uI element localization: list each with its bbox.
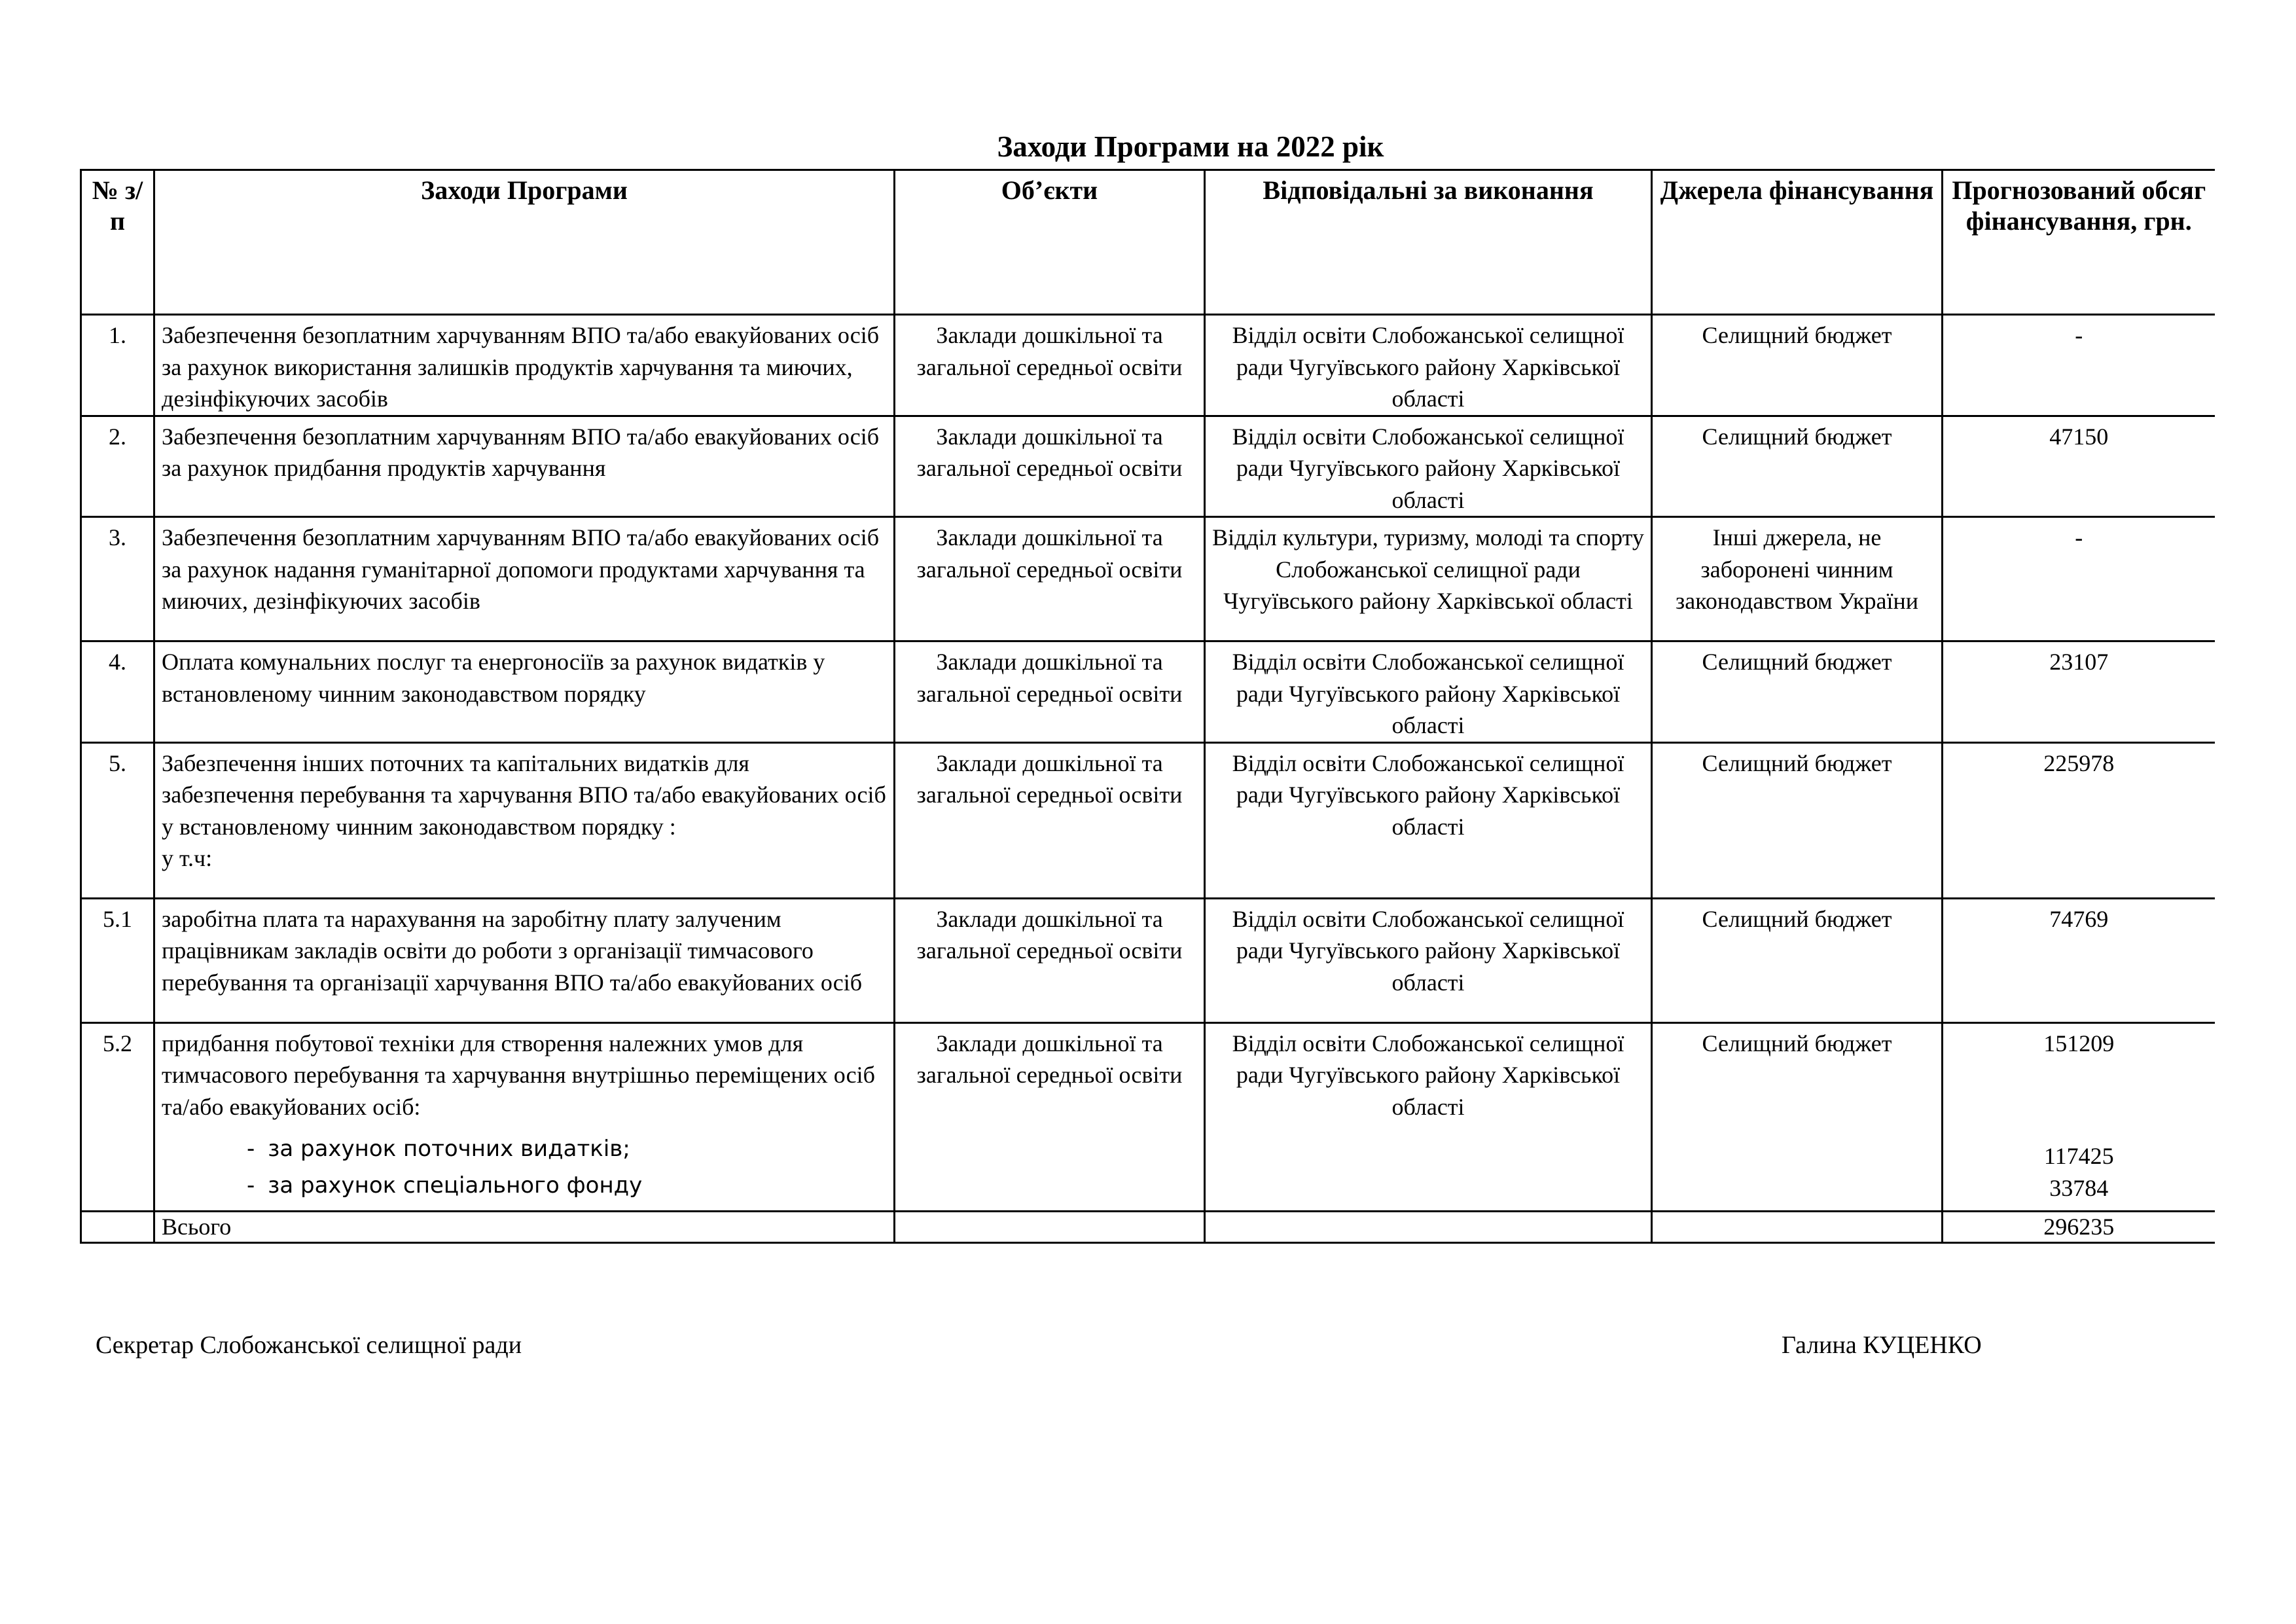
row-responsible: Відділ освіти Слобожанської селищної ради Чугуївського району Харківської області [1205, 1022, 1652, 1211]
table-row [81, 641, 2215, 743]
program-measures-table [80, 169, 2215, 1244]
header-responsible-label: Відповідальні за виконання [1263, 175, 1594, 205]
row-amount-cell [1943, 1022, 2215, 1211]
row-responsible: Відділ культури, туризму, молоді та спорту Слобожанської селищної ради Чугуївського району Харківської області [1205, 517, 1652, 641]
row-amount: 74769 [1943, 898, 2215, 1022]
row-objects: Заклади дошкільної та загальної середньої освіти [895, 517, 1205, 641]
sub-item: - за рахунок спеціального фонду [247, 1172, 643, 1199]
row-num: 2. [81, 416, 154, 517]
table-header-row [81, 170, 2215, 315]
sub-item-label: за рахунок поточних видатків; [268, 1136, 630, 1162]
row-source: Селищний бюджет [1652, 1022, 1943, 1211]
table-row [81, 315, 2215, 416]
row-responsible: Відділ освіти Слобожанської селищної ради Чугуївського району Харківської області [1205, 898, 1652, 1022]
row-measure: Забезпечення інших поточних та капітальних видатків для забезпечення перебування та харчування ВПО та/або евакуйованих осіб у встановленому чинним законодавством порядку : [162, 749, 886, 840]
signature-position: Секретар Слобожанської селищної ради [96, 1331, 522, 1359]
table-row [81, 1022, 2215, 1211]
row-measure: Забезпечення безоплатним харчуванням ВПО та/або евакуйованих осіб за рахунок придбання продуктів харчування [154, 416, 895, 517]
table-row [81, 742, 2215, 898]
row-source: Селищний бюджет [1652, 416, 1943, 517]
header-responsible [1205, 170, 1652, 315]
sub-item: - за рахунок поточних видатків; [247, 1136, 630, 1162]
row-measure: Забезпечення безоплатним харчуванням ВПО та/або евакуйованих осіб за рахунок надання гуманітарної допомоги продуктами харчування та миючих, дезінфікуючих засобів [154, 517, 895, 641]
row-num: 5. [81, 742, 154, 898]
row-source: Селищний бюджет [1652, 742, 1943, 898]
header-amount: Прогнозований обсяг фінансування, грн. [1943, 170, 2215, 315]
row-responsible: Відділ освіти Слобожанської селищної ради Чугуївського району Харківської області [1205, 315, 1652, 416]
total-num-cell [81, 1211, 154, 1242]
row-objects: Заклади дошкільної та загальної середньої освіти [895, 315, 1205, 416]
row-amount: - [1943, 315, 2215, 416]
header-source: Джерела фінансування [1652, 170, 1943, 315]
row-num: 5.2 [81, 1022, 154, 1211]
row-responsible: Відділ освіти Слобожанської селищної ради Чугуївського району Харківської області [1205, 416, 1652, 517]
sub-item-label: за рахунок спеціального фонду [268, 1172, 643, 1199]
table-row [81, 416, 2215, 517]
signature-name: Галина КУЦЕНКО [1782, 1331, 1982, 1359]
row-amount: - [1943, 517, 2215, 641]
page-title: Заходи Програми на 2022 рік [997, 130, 1384, 163]
row-measure-cell [154, 1022, 895, 1211]
row-amount: 23107 [1943, 641, 2215, 743]
row-responsible: Відділ освіти Слобожанської селищної ради Чугуївського району Харківської області [1205, 742, 1652, 898]
row-measure: придбання побутової техніки для створення належних умов для тимчасового перебування та харчування внутрішньо переміщених осіб та/або евакуйованих осіб: [162, 1030, 875, 1120]
header-measure: Заходи Програми [154, 170, 895, 315]
row-measure: заробітна плата та нарахування на заробітну плату залученим працівникам закладів освіти до роботи з організації тимчасового перебування та організації харчування ВПО та/або евакуйованих осіб [154, 898, 895, 1022]
header-objects: Об’єкти [895, 170, 1205, 315]
total-label: Всього [154, 1211, 895, 1242]
row-objects: Заклади дошкільної та загальної середньої освіти [895, 742, 1205, 898]
row-measure-extra: у т.ч: [162, 845, 213, 871]
row-num: 5.1 [81, 898, 154, 1022]
row-source: Селищний бюджет [1652, 315, 1943, 416]
table-row [81, 898, 2215, 1022]
row-amount: 47150 [1943, 416, 2215, 517]
row-source: Інші джерела, не заборонені чинним законодавством України [1652, 517, 1943, 641]
row-objects: Заклади дошкільної та загальної середньої освіти [895, 1022, 1205, 1211]
row-num: 4. [81, 641, 154, 743]
row-amount: 151209 [2043, 1030, 2115, 1056]
row-source: Селищний бюджет [1652, 898, 1943, 1022]
row-measure: Забезпечення безоплатним харчуванням ВПО та/або евакуйованих осіб за рахунок використання залишків продуктів харчування та миючих, дезінфікуючих засобів [154, 315, 895, 416]
total-amount: 296235 [1943, 1211, 2215, 1242]
table-row [81, 517, 2215, 641]
row-objects: Заклади дошкільної та загальної середньої освіти [895, 641, 1205, 743]
row-objects: Заклади дошкільної та загальної середньої освіти [895, 416, 1205, 517]
row-source: Селищний бюджет [1652, 641, 1943, 743]
sub-amount: 33784 [2049, 1174, 2109, 1201]
row-amount: 225978 [1943, 742, 2215, 898]
header-num: № з/п [81, 170, 154, 315]
row-measure: Оплата комунальних послуг та енергоносіїв за рахунок видатків у встановленому чинним законодавством порядку [154, 641, 895, 743]
row-responsible: Відділ освіти Слобожанської селищної ради Чугуївського району Харківської області [1205, 641, 1652, 743]
total-empty-cell [1205, 1211, 1652, 1242]
sub-amount: 117425 [2043, 1143, 2114, 1169]
table-total-row [81, 1211, 2215, 1242]
row-num: 3. [81, 517, 154, 641]
row-objects: Заклади дошкільної та загальної середньої освіти [895, 898, 1205, 1022]
total-empty-cell [895, 1211, 1205, 1242]
total-empty-cell [1652, 1211, 1943, 1242]
row-measure-cell [154, 742, 895, 898]
row-num: 1. [81, 315, 154, 416]
